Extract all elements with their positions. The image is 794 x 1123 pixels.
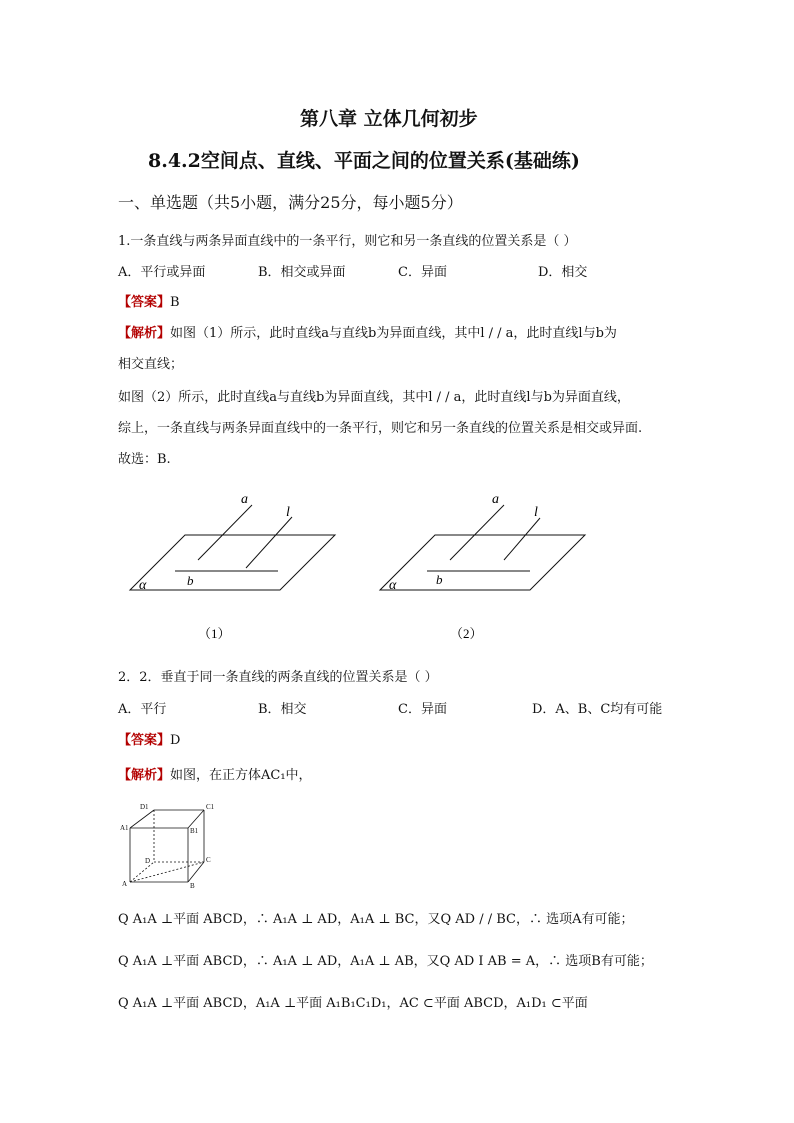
figure-1 [120,485,350,655]
cube-label-c: C [206,856,211,864]
label-a: a [241,492,248,507]
label-b: b [187,573,194,588]
q1-answer [118,291,180,310]
q2-line-c: Q A₁A ⊥平面 ABCD，A₁A ⊥平面 A₁B₁C₁D₁，AC ⊂平面 ABCD，A₁D₁ ⊂平面 [118,996,588,1011]
part-heading: 一、单选题（共5小题，满分25分，每小题5分） [118,193,463,212]
cube-label-b: B [190,882,195,890]
q1-option-a: A．平行或异面 [118,265,206,280]
label-alpha: α [389,578,397,593]
label-a: a [492,492,499,507]
q2-answer [118,729,180,748]
cube-label-b1: B1 [190,827,199,835]
q1-option-c: C．异面 [398,265,447,280]
answer-tag: 【答案】 [118,733,171,748]
section-title: 8.4.2空间点、直线、平面之间的位置关系(基础练) [148,150,580,172]
label-alpha: α [139,578,147,593]
cube-label-d: D [145,857,151,865]
q1-analysis-line-1 [118,322,617,341]
q2-line-a: Q A₁A ⊥平面 ABCD，∴ A₁A ⊥ AD，A₁A ⊥ BC，又Q AD / / BC，∴ 选项A有可能； [118,912,634,927]
cube-label-c1: C1 [206,803,215,811]
q2-option-d: D．A、B、C均有可能 [532,702,663,717]
cube-label-a1: A1 [120,824,129,832]
answer-tag: 【答案】 [118,295,171,310]
answer-value: B [170,295,180,310]
line-a [198,505,252,560]
label-l: l [286,505,290,520]
line-l [504,518,540,560]
analysis-text: 如图（1）所示，此时直线a与直线b为异面直线，其中l / / a，此时直线l与b为 [170,326,617,341]
q1-analysis-line-4: 综上，一条直线与两条异面直线中的一条平行，则它和另一条直线的位置关系是相交或异面. [118,421,643,436]
figure-caption: （1） [198,626,231,641]
q1-analysis-line-5: 故选：B. [118,452,171,467]
q2-stem: 2．2．垂直于同一条直线的两条直线的位置关系是（ ） [118,670,438,685]
answer-value: D [170,733,181,748]
analysis-tag: 【解析】 [118,326,171,341]
plane-alpha [380,535,585,590]
analysis-text: 如图，在正方体AC₁中， [170,768,312,783]
label-b: b [436,572,443,587]
q2-option-c: C．异面 [398,702,447,717]
figure-2 [372,485,602,655]
q1-option-b: B．相交或异面 [258,265,346,280]
plane-alpha [130,535,335,590]
figure-caption: （2） [450,626,483,641]
line-l [246,517,292,568]
line-a [450,505,504,560]
chapter-title: 第八章 立体几何初步 [300,108,478,130]
q1-analysis-line-2: 相交直线； [118,357,184,372]
q1-option-d: D．相交 [538,265,588,280]
q1-stem: 1.一条直线与两条异面直线中的一条平行，则它和另一条直线的位置关系是（ ） [118,234,577,249]
q2-line-b: Q A₁A ⊥平面 ABCD，∴ A₁A ⊥ AD，A₁A ⊥ AB，又Q AD I AB = A，∴ 选项B有可能； [118,954,653,969]
cube-label-a: A [122,880,128,888]
cube-label-d1: D1 [140,803,149,811]
cube-figure [118,800,228,895]
q2-analysis-line-1 [118,764,312,783]
analysis-tag: 【解析】 [118,768,171,783]
q1-analysis-line-3: 如图（2）所示，此时直线a与直线b为异面直线，其中l / / a，此时直线l与b为异面直线， [118,390,630,405]
q2-option-b: B．相交 [258,702,307,717]
label-l: l [534,505,538,520]
q2-option-a: A．平行 [118,702,167,717]
